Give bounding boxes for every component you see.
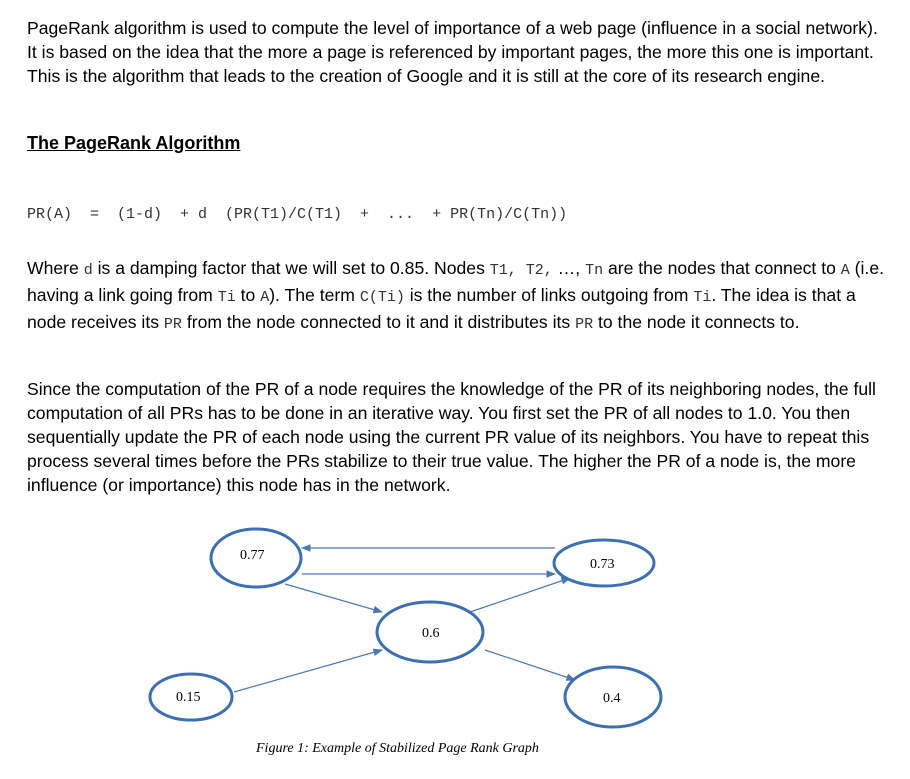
node-label: 0.6 <box>422 626 440 641</box>
def-code: d <box>83 262 93 279</box>
def-text: . The idea is that a node receives its <box>27 285 856 332</box>
def-text: to <box>235 285 261 305</box>
edge-n3-to-n2 <box>470 578 570 612</box>
node-label: 0.15 <box>176 690 201 705</box>
pagerank-formula: PR(A) = (1-d) + d (PR(T1)/C(T1) + ... + PR(Tn)/C(Tn)) <box>27 206 568 223</box>
def-code: Ti <box>693 289 712 306</box>
node-label: 0.73 <box>590 557 615 572</box>
def-code: A <box>260 289 270 306</box>
iteration-paragraph: Since the computation of the PR of a node requires the knowledge of the PR of its neighboring nodes, the full computation of all PRs has to be done in an iterative way. You first set the PR of all nodes to 1.0. You then sequentially update the PR of each node using the current PR value of its neighbors. You have to repeat this process several times before the PRs stabilize to their true value. The higher the PR of a node is, the more influence (or importance) this node has in the network. <box>27 379 876 495</box>
def-code: Tn <box>585 262 604 279</box>
def-code: C(Ti) <box>359 289 405 306</box>
edge-n4-to-n3 <box>234 650 382 692</box>
def-code: PR <box>163 316 182 333</box>
def-text: (i.e. having a link going from <box>27 258 884 305</box>
intro-paragraph: PageRank algorithm is used to compute the level of importance of a web page (influence in a social network). It is based on the idea that the more a page is referenced by important pages, the more this one is important. This is the algorithm that leads to the creation of Google and it is still at the core of its research engine. <box>27 18 878 86</box>
def-text: from the node connected to it and it distributes its <box>181 312 576 332</box>
def-text: Where <box>27 258 84 278</box>
def-text: are the nodes that connect to <box>603 258 841 278</box>
edge-n3-to-n5 <box>485 650 575 680</box>
edge-n1-to-n3 <box>285 584 382 612</box>
def-text: is a damping factor that we will set to 0.85. Nodes <box>92 258 490 278</box>
figure-caption: Figure 1: Example of Stabilized Page Rank Graph <box>256 741 539 756</box>
def-text: ). The term <box>269 285 360 305</box>
def-code: PR <box>575 316 594 333</box>
def-text: is the number of links outgoing from <box>404 285 694 305</box>
def-code: A <box>840 262 850 279</box>
definitions-paragraph <box>27 256 887 337</box>
section-heading: The PageRank Algorithm <box>27 133 241 153</box>
def-text: to the node it connects to. <box>593 312 800 332</box>
node-label: 0.77 <box>240 548 265 563</box>
def-code: Ti <box>217 289 236 306</box>
def-code: T1, T2, <box>489 262 553 279</box>
node-label: 0.4 <box>603 691 621 706</box>
pagerank-graph <box>0 520 910 779</box>
def-text: …, <box>552 258 586 278</box>
